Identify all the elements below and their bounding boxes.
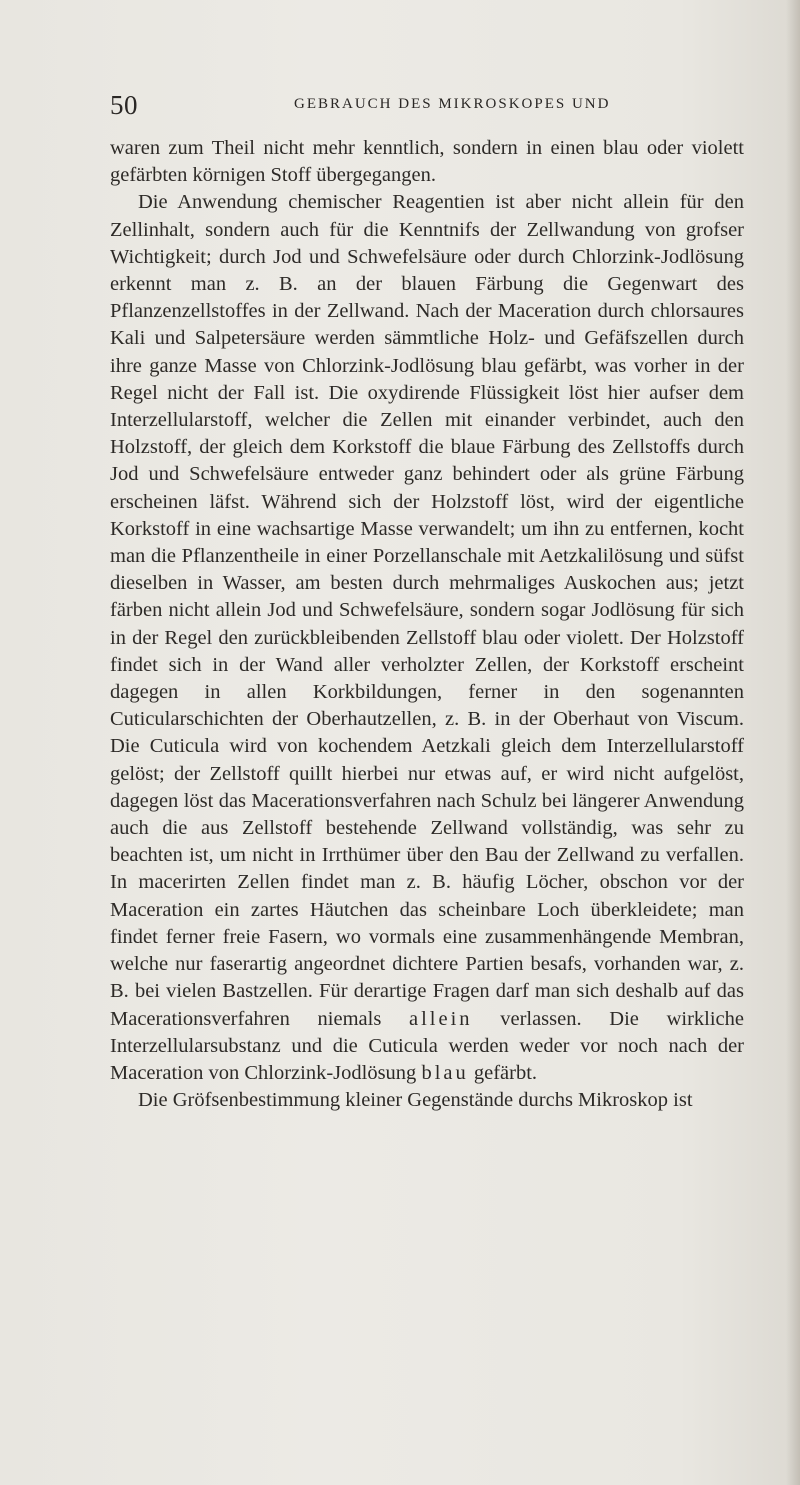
paragraph-1: waren zum Theil nicht mehr kenntlich, sondern in einen blau oder violett gefärbten körnigen Stoff übergegangen. [110,137,744,187]
paragraph-2-end: gefärbt. [468,1061,538,1084]
emphasis-blau: blau [421,1061,469,1084]
paragraph-3: Die Gröfsenbestimmung kleiner Gegenstände durchs Mikroskop ist [138,1089,693,1112]
paragraph-2 [110,189,744,1087]
page-number: 50 [110,90,138,120]
body-text [110,135,744,1114]
page-edge-shadow [786,0,800,1485]
paragraph-2-continued: verlassen. Die wirkliche Interzellularsubstanz und die Cuticula werden weder vor noch nach der Maceration von Chlorzink-Jodlösung [110,1007,744,1084]
page-header [110,86,730,126]
running-head: GEBRAUCH DES MIKROSKOPES UND [294,96,611,112]
emphasis-allein: allein [408,1007,473,1030]
paragraph-2-text: Die Anwendung chemischer Reagentien ist aber nicht allein für den Zellinhalt, sondern auch für die Kenntnifs der Zellwandung von grofser Wichtigkeit; durch Jod und Schwefelsäure oder durch Chlorzink-Jodlösung erkennt man z. B. an der blauen Färbung die Gegenwart des Pflanzenzellstoffes in der Zellwand. Nach der Maceration durch chlorsaures Kali und Salpetersäure werden sämmtliche Holz- und Gefäfszellen durch ihre ganze Masse von Chlorzink-Jodlösung blau gefärbt, was vorher in der Regel nicht der Fall ist. Die oxydirende Flüssigkeit löst hier aufser dem Interzellularstoff, welcher die Zellen mit einander verbindet, auch den Holzstoff, der gleich dem Korkstoff die blaue Färbung des Zellstoffs durch Jod und Schwefelsäure entweder ganz behindert oder als grüne Färbung erscheinen läfst. Während sich der Holzstoff löst, wird der eigentliche Korkstoff in eine wachsartige Masse verwandelt; um ihn zu entfernen, kocht man die Pflanzentheile in einer Porzellanschale mit Aetzkalilösung und süfst dieselben in Wasser, am besten durch mehrmaliges Auskochen aus; jetzt färben nicht allein Jod und Schwefelsäure, sondern sogar Jodlösung für sich in der Regel den zurückbleibenden Zellstoff blau oder violett. Der Holzstoff findet sich in der Wand aller verholzter Zellen, der Korkstoff erscheint dagegen in allen Korkbildungen, ferner in den sogenannten Cuticularschichten der Oberhautzellen, z. B. in der Oberhaut von Viscum. Die Cuticula wird von kochendem Aetzkali gleich dem Interzellularstoff gelöst; der Zellstoff quillt hierbei nur etwas auf, er wird nicht aufgelöst, dagegen löst das Macerationsverfahren nach Schulz bei längerer Anwendung auch die aus Zellstoff bestehende Zellwand vollständig, was sehr zu beachten ist, um nicht in Irrthümer über den Bau der Zellwand zu verfallen. In macerirten Zellen findet man z. B. häufig Löcher, obschon vor der Maceration ein zartes Häutchen das scheinbare Loch überkleidete; man findet ferner freie Fasern, wo vormals eine zusammenhängende Membran, welche nur faserartig angeordnet dichtere Partien besafs, vorhanden war, z. B. bei vielen Bastzellen. Für derartige Fragen darf man sich deshalb auf das Macerationsverfahren niemals [110,191,744,1030]
